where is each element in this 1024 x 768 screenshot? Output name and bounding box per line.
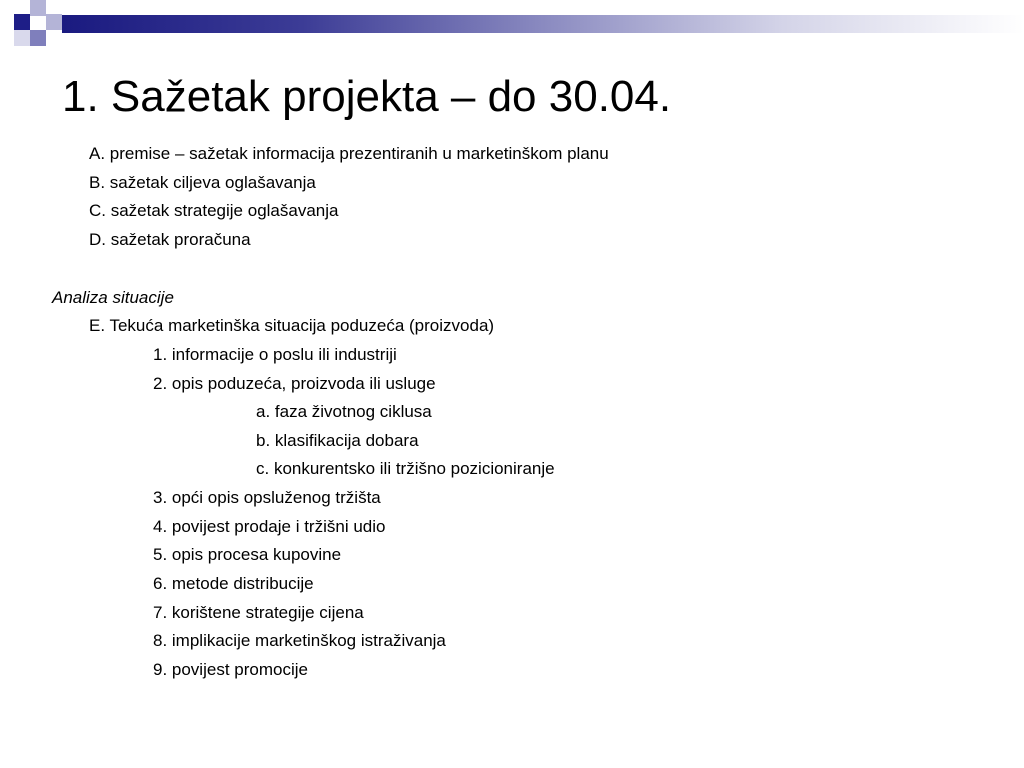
- summary-item-d: D. sažetak proračuna: [89, 230, 251, 249]
- decor-square-pale: [14, 30, 30, 46]
- subitem-6: 6. metode distribucije: [153, 574, 314, 593]
- subitem-3: 3. opći opis opsluženog tržišta: [153, 488, 381, 507]
- subitem-8: 8. implikacije marketinškog istraživanja: [153, 631, 446, 650]
- section-item-e: E. Tekuća marketinška situacija poduzeća (proizvoda): [89, 316, 495, 335]
- decor-square-light: [46, 14, 62, 30]
- slide-title: 1. Sažetak projekta – do 30.04.: [62, 72, 672, 121]
- subitem-9: 9. povijest promocije: [153, 660, 308, 679]
- summary-item-a: A. premise – sažetak informacija prezentiranih u marketinškom planu: [89, 144, 609, 163]
- subitem-7: 7. korištene strategije cijena: [153, 603, 364, 622]
- decor-square-light: [30, 0, 46, 16]
- summary-item-c: C. sažetak strategije oglašavanja: [89, 201, 339, 220]
- subitem-2b: b. klasifikacija dobara: [256, 431, 419, 450]
- header-decoration: [0, 0, 1024, 50]
- subitem-2a: a. faza životnog ciklusa: [256, 402, 432, 421]
- decor-square-mid: [30, 30, 46, 46]
- summary-item-b: B. sažetak ciljeva oglašavanja: [89, 173, 316, 192]
- subitem-4: 4. povijest prodaje i tržišni udio: [153, 517, 386, 536]
- subitem-1: 1. informacije o poslu ili industriji: [153, 345, 397, 364]
- section-heading: Analiza situacije: [52, 288, 174, 307]
- decor-square-dark: [14, 14, 30, 30]
- gradient-bar: [62, 15, 1024, 33]
- subitem-2: 2. opis poduzeća, proizvoda ili usluge: [153, 374, 436, 393]
- subitem-2c: c. konkurentsko ili tržišno pozicioniranje: [256, 459, 555, 478]
- subitem-5: 5. opis procesa kupovine: [153, 545, 342, 564]
